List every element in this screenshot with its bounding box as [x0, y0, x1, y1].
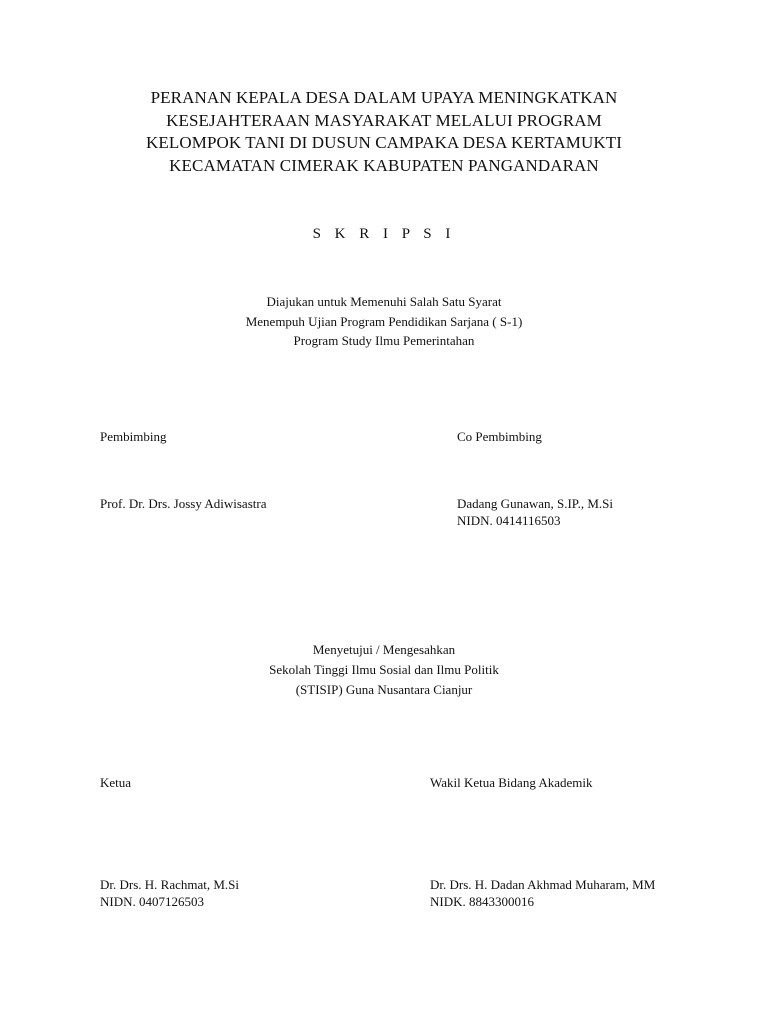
chair-role: Ketua — [100, 775, 132, 790]
chair-signature-block — [100, 876, 239, 910]
approval-line-3: (STISIP) Guna Nusantara Cianjur — [295, 682, 473, 697]
chair-role-label — [100, 774, 131, 791]
approval-line-1: Menyetujui / Mengesahkan — [312, 642, 456, 657]
approval-statement — [0, 640, 768, 700]
co-supervisor-name: Dadang Gunawan, S.IP., M.Si — [457, 496, 613, 511]
co-supervisor-signature-block — [457, 495, 613, 529]
document-type-heading: S K R I P S I — [312, 226, 456, 242]
title-line-1: PERANAN KEPALA DESA DALAM UPAYA MENINGKATKAN — [150, 88, 618, 107]
supervisor-role-label — [100, 428, 166, 445]
chair-id: NIDN. 0407126503 — [100, 894, 204, 909]
vice-chair-id: NIDK. 8843300016 — [430, 894, 534, 909]
supervisor-signature-block — [100, 495, 266, 512]
thesis-title — [0, 87, 768, 177]
vice-chair-signature-block — [430, 876, 655, 910]
vice-chair-role: Wakil Ketua Bidang Akademik — [430, 775, 593, 790]
co-supervisor-role-label — [457, 428, 542, 445]
title-line-2: KESEJAHTERAAN MASYARAKAT MELALUI PROGRAM — [166, 110, 602, 130]
vice-chair-role-label — [430, 774, 593, 791]
approval-line-2: Sekolah Tinggi Ilmu Sosial dan Ilmu Politik — [269, 662, 499, 677]
submission-line-1: Diajukan untuk Memenuhi Salah Satu Syarat — [266, 294, 502, 309]
submission-statement — [0, 292, 768, 351]
vice-chair-name: Dr. Drs. H. Dadan Akhmad Muharam, MM — [430, 877, 656, 892]
supervisor-role: Pembimbing — [100, 429, 167, 444]
title-line-4: KECAMATAN CIMERAK KABUPATEN PANGANDARAN — [169, 155, 599, 175]
co-supervisor-id: NIDN. 0414116503 — [457, 513, 561, 528]
supervisor-name: Prof. Dr. Drs. Jossy Adiwisastra — [100, 496, 267, 511]
co-supervisor-role: Co Pembimbing — [457, 429, 542, 444]
submission-line-2: Menempuh Ujian Program Pendidikan Sarjana ( S-1) — [245, 313, 523, 329]
title-line-3: KELOMPOK TANI DI DUSUN CAMPAKA DESA KERTAMUKTI — [146, 133, 622, 152]
chair-name: Dr. Drs. H. Rachmat, M.Si — [100, 877, 240, 892]
submission-line-3: Program Study Ilmu Pemerintahan — [293, 333, 475, 348]
